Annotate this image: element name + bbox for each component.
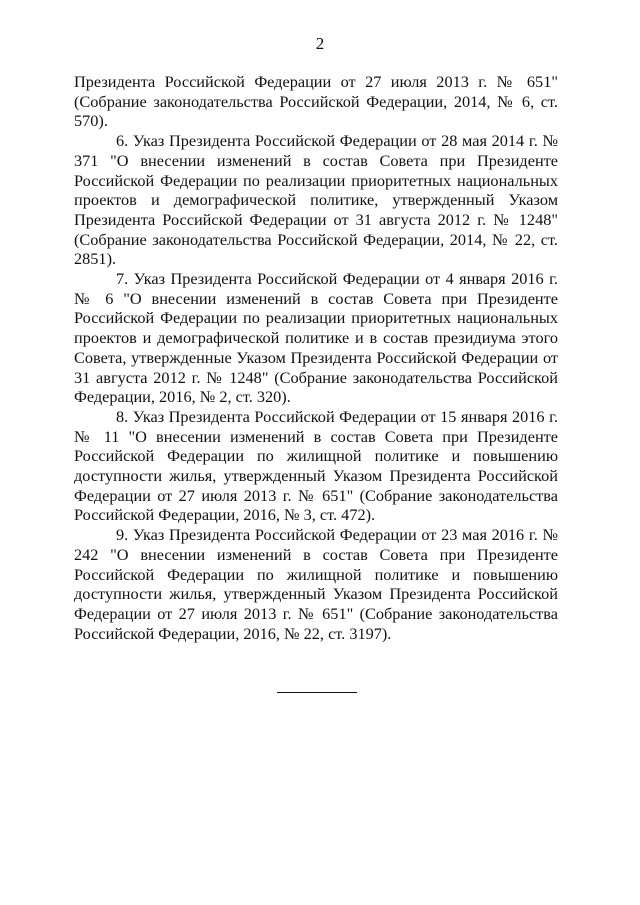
document-body: [74, 72, 558, 643]
paragraph-item-7: 7. Указ Президента Российской Федерации от 4 января 2016 г. № 6 "О внесении изменений в состав Совета при Президенте Российской Федерации по реализации приоритетных национальных проектов и демографической политике и в состав президиума этого Совета, утвержденные Указом Президента Российской Федерации от 31 августа 2012 г. № 1248" (Собрание законодательства Российской Федерации, 2016, № 2, ст. 320).: [74, 269, 558, 407]
paragraph-item-6: 6. Указ Президента Российской Федерации от 28 мая 2014 г. № 371 "О внесении изменений в состав Совета при Президенте Российской Федерации по реализации приоритетных национальных проектов и демографической политике, утвержденный Указом Президента Российской Федерации от 31 августа 2012 г. № 1248" (Собрание законодательства Российской Федерации, 2014, № 22, ст. 2851).: [74, 131, 558, 269]
paragraph-item-8: 8. Указ Президента Российской Федерации от 15 января 2016 г. № 11 "О внесении изменений в состав Совета при Президенте Российской Федерации по жилищной политике и повышению доступности жилья, утвержденный Указом Президента Российской Федерации от 27 июля 2013 г. № 651" (Собрание законодательства Российской Федерации, 2016, № 3, ст. 472).: [74, 406, 558, 525]
paragraph-continuation: Президента Российской Федерации от 27 июля 2013 г. № 651" (Собрание законодательства Российской Федерации, 2014, № 6, ст. 570).: [74, 72, 558, 131]
closing-divider-line: [277, 692, 357, 693]
page-number: 2: [315, 34, 325, 53]
paragraph-item-9: 9. Указ Президента Российской Федерации от 23 мая 2016 г. № 242 "О внесении изменений в состав Совета при Президенте Российской Федерации по жилищной политике и повышению доступности жилья, утвержденный Указом Президента Российской Федерации от 27 июля 2013 г. № 651" (Собрание законодательства Российской Федерации, 2016, № 22, ст. 3197).: [74, 525, 558, 643]
